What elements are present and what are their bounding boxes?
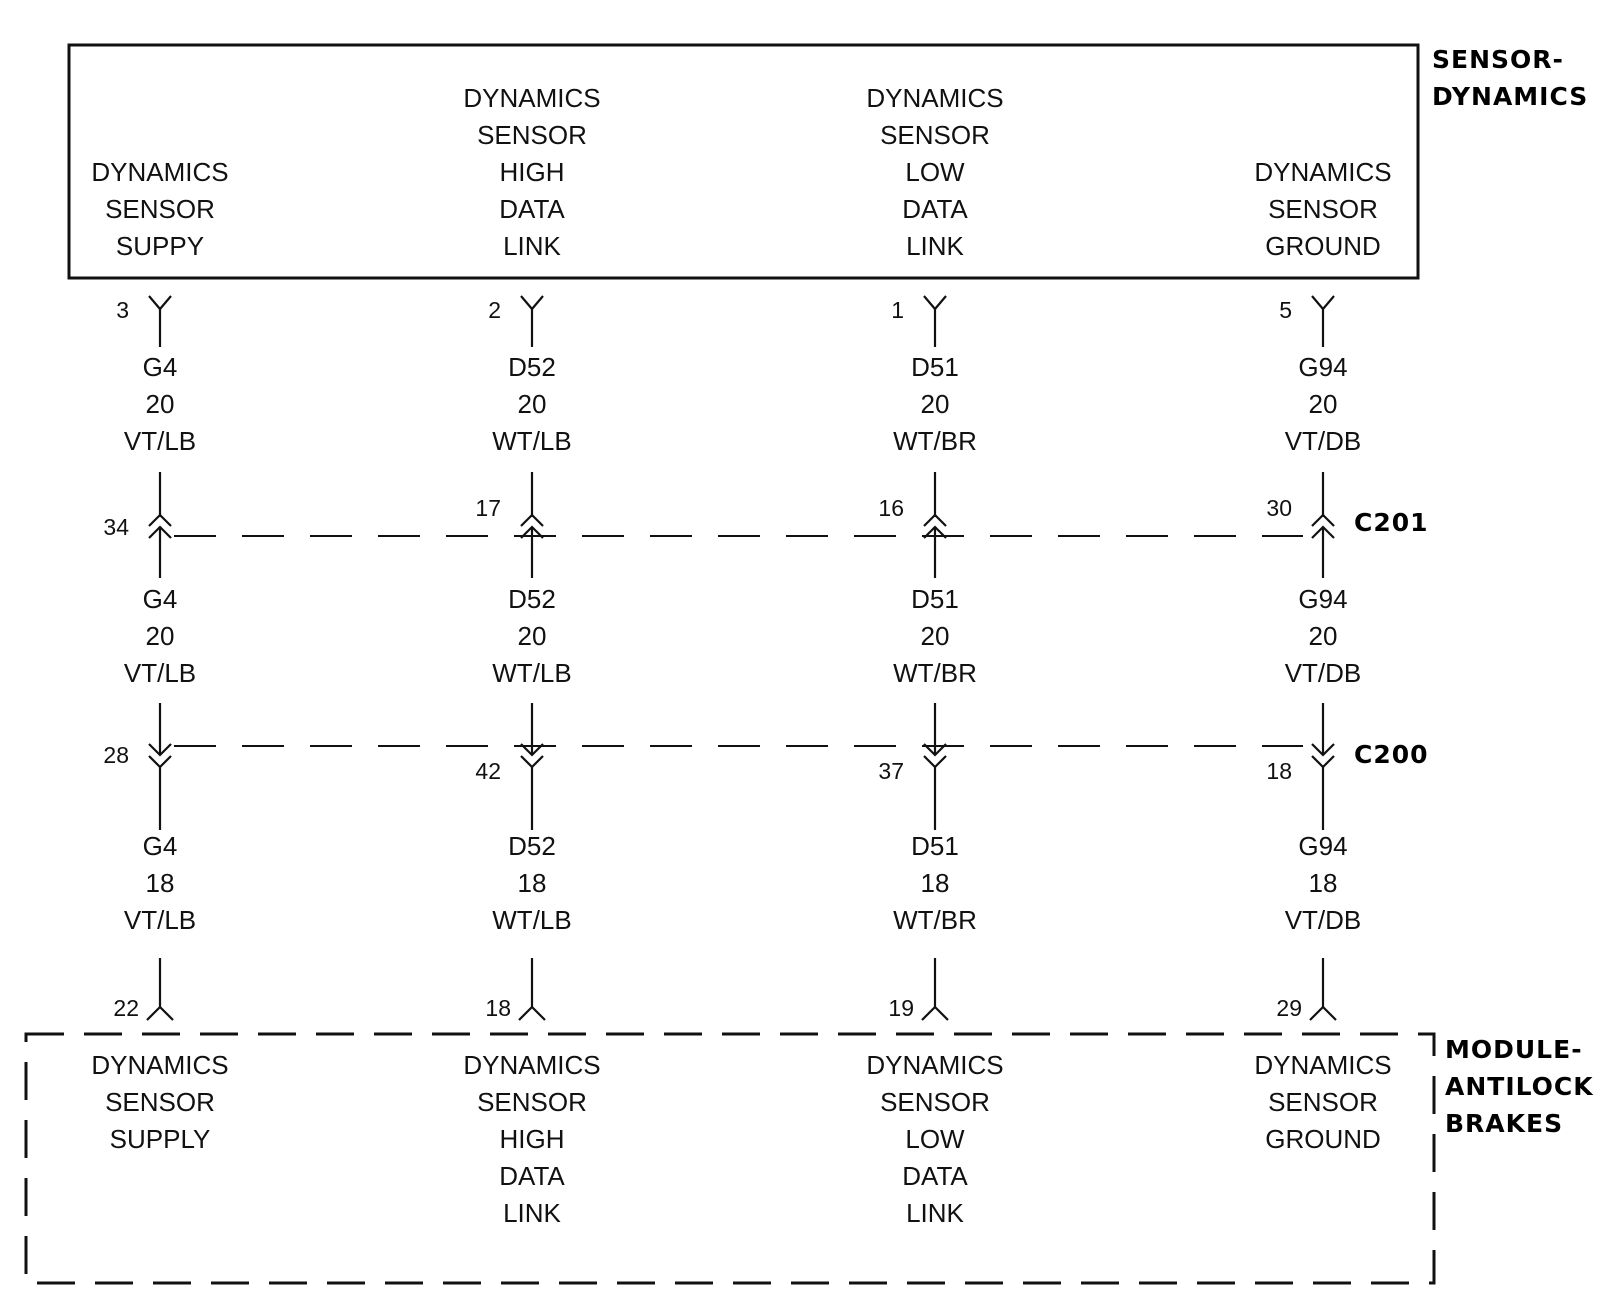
- wire-gauge: 20: [145, 621, 175, 651]
- top-pin-label: LINK: [503, 231, 561, 261]
- bottom-pin-label: DATA: [902, 1161, 968, 1191]
- bottom-pin-label: SENSOR: [880, 1087, 990, 1117]
- wire-gauge: 20: [1308, 621, 1338, 651]
- bottom-pin-label: DYNAMICS: [1254, 1050, 1392, 1080]
- wire-color: WT/LB: [492, 658, 572, 688]
- bottom-pin-label: SUPPLY: [109, 1124, 211, 1154]
- wire-color: VT/DB: [1284, 905, 1362, 935]
- c200-chevron: [149, 756, 171, 767]
- antilock-brakes-title: MODULE-: [1445, 1035, 1583, 1064]
- c200-pin-number: 37: [878, 758, 904, 784]
- c200-label: C200: [1354, 740, 1429, 769]
- wire-circuit: G94: [1298, 352, 1348, 382]
- top-pin-number: 3: [116, 297, 129, 323]
- top-pin-label: SENSOR: [880, 120, 990, 150]
- wire-gauge: 18: [145, 868, 175, 898]
- top-pin-label: SENSOR: [105, 194, 215, 224]
- top-pin-label: LINK: [906, 231, 964, 261]
- c200-pin-number: 42: [475, 758, 501, 784]
- wire-gauge: 20: [517, 389, 547, 419]
- c201-label: C201: [1354, 508, 1429, 537]
- bottom-pin-number: 18: [485, 995, 511, 1021]
- wire-color: VT/DB: [1284, 426, 1362, 456]
- top-pin-fork: [149, 296, 171, 309]
- sensor-dynamics-box: [69, 45, 1418, 278]
- c201-pin-number: 34: [103, 514, 129, 540]
- wire-gauge: 20: [145, 389, 175, 419]
- top-pin-fork: [521, 296, 543, 309]
- wire-color: WT/BR: [893, 426, 977, 456]
- wire-circuit: G4: [142, 584, 178, 614]
- bottom-pin-fork: [922, 1007, 948, 1020]
- wire-gauge: 20: [920, 621, 950, 651]
- top-pin-label: HIGH: [499, 157, 565, 187]
- top-pin-number: 5: [1279, 297, 1292, 323]
- bottom-pin-number: 19: [888, 995, 914, 1021]
- top-pin-label: DATA: [499, 194, 565, 224]
- top-pin-label: SENSOR: [1268, 194, 1378, 224]
- bottom-pin-number: 29: [1276, 995, 1302, 1021]
- c201-pin-number: 17: [475, 495, 501, 521]
- wire-gauge: 18: [920, 868, 950, 898]
- wire-color: WT/BR: [893, 658, 977, 688]
- wire-color: WT/LB: [492, 905, 572, 935]
- wire-color: VT/DB: [1284, 658, 1362, 688]
- bottom-pin-label: DYNAMICS: [866, 1050, 1004, 1080]
- bottom-pin-number: 22: [113, 995, 139, 1021]
- antilock-brakes-title: ANTILOCK: [1445, 1072, 1594, 1101]
- top-pin-label: SUPPY: [115, 231, 205, 261]
- bottom-pin-label: SENSOR: [1268, 1087, 1378, 1117]
- c200-pin-number: 18: [1266, 758, 1292, 784]
- top-pin-label: DYNAMICS: [463, 83, 601, 113]
- top-pin-label: DATA: [902, 194, 968, 224]
- wire-circuit: D52: [508, 352, 556, 382]
- bottom-pin-label: LINK: [503, 1198, 561, 1228]
- top-pin-number: 1: [891, 297, 904, 323]
- wire-gauge: 20: [1308, 389, 1338, 419]
- wire-circuit: D52: [508, 584, 556, 614]
- sensor-dynamics-title: DYNAMICS: [1432, 82, 1589, 111]
- wire-color: WT/BR: [893, 905, 977, 935]
- wire-circuit: G94: [1298, 584, 1348, 614]
- top-pin-label: DYNAMICS: [91, 157, 229, 187]
- wire-gauge: 18: [517, 868, 547, 898]
- bottom-pin-fork: [147, 1007, 173, 1020]
- top-pin-label: DYNAMICS: [1254, 157, 1392, 187]
- wire-color: WT/LB: [492, 426, 572, 456]
- wire-color: VT/LB: [123, 905, 197, 935]
- bottom-pin-label: LOW: [905, 1124, 965, 1154]
- top-pin-label: DYNAMICS: [866, 83, 1004, 113]
- bottom-pin-label: LINK: [906, 1198, 964, 1228]
- wire-circuit: D51: [911, 352, 959, 382]
- wire-circuit: D51: [911, 831, 959, 861]
- wire-circuit: G4: [142, 831, 178, 861]
- bottom-pin-label: DYNAMICS: [463, 1050, 601, 1080]
- wire-circuit: G94: [1298, 831, 1348, 861]
- bottom-pin-label: DATA: [499, 1161, 565, 1191]
- top-pin-fork: [924, 296, 946, 309]
- wire-circuit: D52: [508, 831, 556, 861]
- bottom-pin-label: GROUND: [1265, 1124, 1381, 1154]
- c200-chevron: [521, 756, 543, 767]
- antilock-brakes-title: BRAKES: [1445, 1109, 1564, 1138]
- wire-gauge: 20: [517, 621, 547, 651]
- c201-pin-number: 30: [1266, 495, 1292, 521]
- bottom-pin-label: HIGH: [499, 1124, 565, 1154]
- wire-color: VT/LB: [123, 426, 197, 456]
- bottom-pin-fork: [1310, 1007, 1336, 1020]
- antilock-brakes-box: [26, 1034, 1434, 1283]
- bottom-pin-label: SENSOR: [105, 1087, 215, 1117]
- wire-circuit: D51: [911, 584, 959, 614]
- sensor-dynamics-title: SENSOR-: [1432, 45, 1564, 74]
- top-pin-fork: [1312, 296, 1334, 309]
- top-pin-label: SENSOR: [477, 120, 587, 150]
- bottom-pin-fork: [519, 1007, 545, 1020]
- bottom-pin-label: SENSOR: [477, 1087, 587, 1117]
- c200-chevron: [924, 756, 946, 767]
- top-pin-number: 2: [488, 297, 501, 323]
- top-pin-label: LOW: [905, 157, 965, 187]
- top-pin-label: GROUND: [1265, 231, 1381, 261]
- c200-chevron: [1312, 756, 1334, 767]
- wire-circuit: G4: [142, 352, 178, 382]
- c200-pin-number: 28: [103, 742, 129, 768]
- bottom-pin-label: DYNAMICS: [91, 1050, 229, 1080]
- wire-color: VT/LB: [123, 658, 197, 688]
- wire-gauge: 18: [1308, 868, 1338, 898]
- wire-gauge: 20: [920, 389, 950, 419]
- c201-pin-number: 16: [878, 495, 904, 521]
